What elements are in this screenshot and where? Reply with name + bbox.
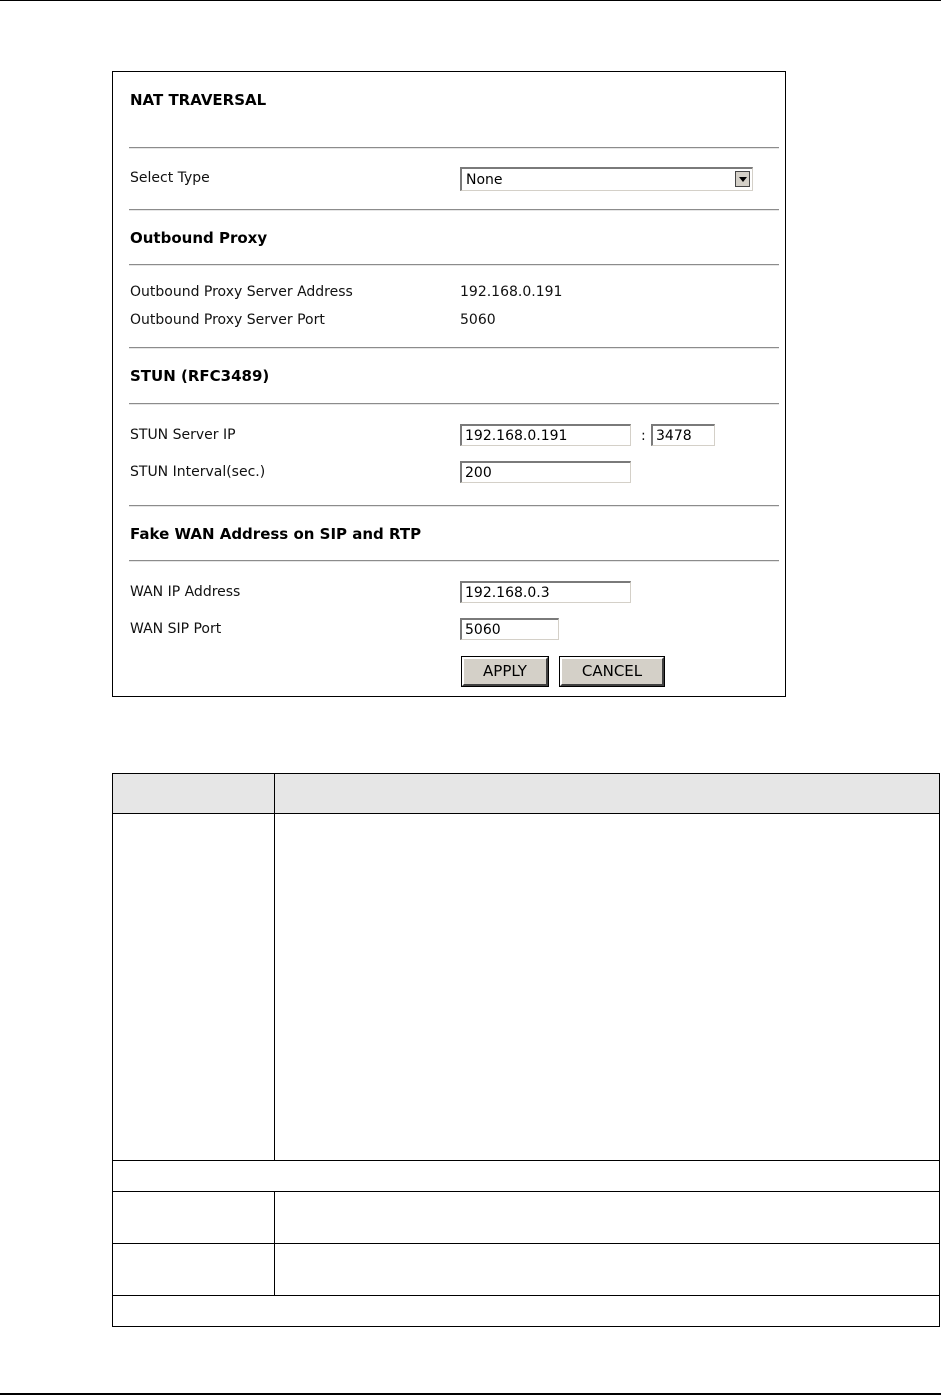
divider [129,403,779,405]
stun-interval-input[interactable]: 200 [460,461,631,483]
apply-button[interactable]: APPLY [462,657,548,686]
table-row [113,1244,940,1296]
stun-server-port-input[interactable]: 3478 [651,424,715,446]
stun-interval-label: STUN Interval(sec.) [130,464,266,480]
outbound-proxy-port-label: Outbound Proxy Server Port [130,312,325,328]
table-cell [113,1161,940,1192]
wan-ip-input[interactable]: 192.168.0.3 [460,581,631,603]
page-top-rule [0,0,941,1]
outbound-proxy-address-value: 192.168.0.191 [460,284,563,300]
select-type-dropdown[interactable] [460,167,753,191]
divider [129,505,779,507]
select-type-label: Select Type [130,170,210,186]
fake-wan-heading: Fake WAN Address on SIP and RTP [130,525,422,543]
cancel-button[interactable]: CANCEL [560,657,664,686]
chevron-down-icon[interactable] [735,171,750,187]
stun-server-ip-label: STUN Server IP [130,427,236,443]
stun-heading: STUN (RFC3489) [130,367,270,385]
select-type-value: None [466,172,503,188]
table-cell [113,1244,275,1296]
divider [129,209,779,211]
table-cell [275,1192,940,1244]
divider [129,147,779,149]
outbound-proxy-address-label: Outbound Proxy Server Address [130,284,353,300]
table-header-row [113,774,940,814]
nat-traversal-panel [112,71,786,697]
table-row [113,814,940,1161]
page-bottom-rule [0,1393,941,1395]
divider [129,560,779,562]
divider [129,347,779,349]
outbound-proxy-port-value: 5060 [460,312,496,328]
panel-title: NAT TRAVERSAL [130,91,267,109]
wan-sip-port-input[interactable]: 5060 [460,618,559,640]
field-description-table [112,773,940,1327]
wan-sip-port-label: WAN SIP Port [130,621,222,637]
table-header-cell [113,774,275,814]
wan-ip-label: WAN IP Address [130,584,241,600]
table-row [113,1192,940,1244]
table-cell [275,1244,940,1296]
stun-server-ip-input[interactable]: 192.168.0.191 [460,424,631,446]
outbound-proxy-heading: Outbound Proxy [130,229,268,247]
table-row [113,1161,940,1192]
table-row [113,1296,940,1327]
table-cell [275,814,940,1161]
divider [129,264,779,266]
stun-port-separator: : [641,428,646,444]
table-cell [113,1296,940,1327]
table-cell [113,1192,275,1244]
table-cell [113,814,275,1161]
table-header-cell [275,774,940,814]
